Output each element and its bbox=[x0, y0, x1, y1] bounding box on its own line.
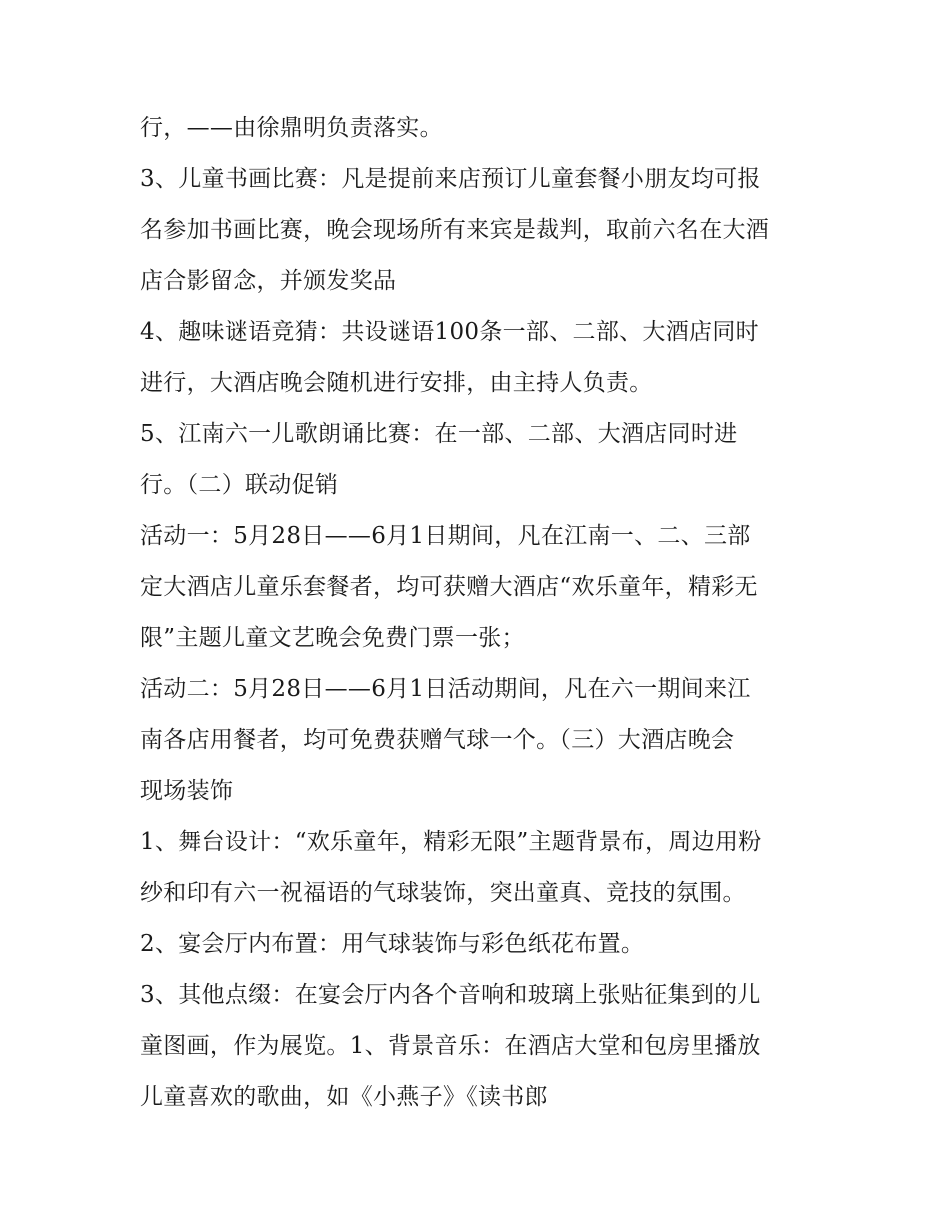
text-line: 名参加书画比赛，晚会现场所有来宾是裁判，取前六名在大酒 bbox=[140, 217, 770, 243]
text-line: 4、趣味谜语竞猜：共设谜语100条一部、二部、大酒店同时 bbox=[140, 319, 759, 345]
text-line: 南各店用餐者，均可免费获赠气球一个。（三）大酒店晚会 bbox=[140, 727, 735, 753]
text-line: 3、其他点缀：在宴会厅内各个音响和玻璃上张贴征集到的儿 bbox=[140, 982, 761, 1008]
text-line: 2、宴会厅内布置：用气球装饰与彩色纸花布置。 bbox=[140, 931, 645, 957]
text-line: 3、儿童书画比赛：凡是提前来店预订儿童套餐小朋友均可报 bbox=[140, 166, 761, 192]
text-line: 进行，大酒店晚会随机进行安排，由主持人负责。 bbox=[140, 370, 653, 396]
text-line: 童图画，作为展览。1、背景音乐：在酒店大堂和包房里播放 bbox=[140, 1033, 761, 1059]
text-line: 现场装饰 bbox=[140, 778, 234, 804]
text-line: 活动一：5月28日——6月1日期间，凡在江南一、二、三部 bbox=[140, 523, 751, 549]
text-line: 纱和印有六一祝福语的气球装饰，突出童真、竞技的氛围。 bbox=[140, 880, 746, 906]
text-line: 定大酒店儿童乐套餐者，均可获赠大酒店“欢乐童年，精彩无 bbox=[140, 574, 758, 600]
text-line: 5、江南六一儿歌朗诵比赛：在一部、二部、大酒店同时进 bbox=[140, 421, 738, 447]
text-line: 活动二：5月28日——6月1日活动期间，凡在六一期间来江 bbox=[140, 676, 751, 702]
text-line: 限”主题儿童文艺晚会免费门票一张； bbox=[140, 625, 525, 651]
text-line: 店合影留念，并颁发奖品 bbox=[140, 268, 397, 294]
text-line: 1、舞台设计：“欢乐童年，精彩无限”主题背景布，周边用粉 bbox=[140, 829, 762, 855]
text-line: 行，——由徐鼎明负责落实。 bbox=[140, 115, 443, 141]
text-line: 行。（二）联动促销 bbox=[140, 472, 339, 498]
document-body bbox=[140, 103, 830, 1123]
text-line: 儿童喜欢的歌曲，如《小燕子》《读书郎 bbox=[140, 1084, 548, 1110]
